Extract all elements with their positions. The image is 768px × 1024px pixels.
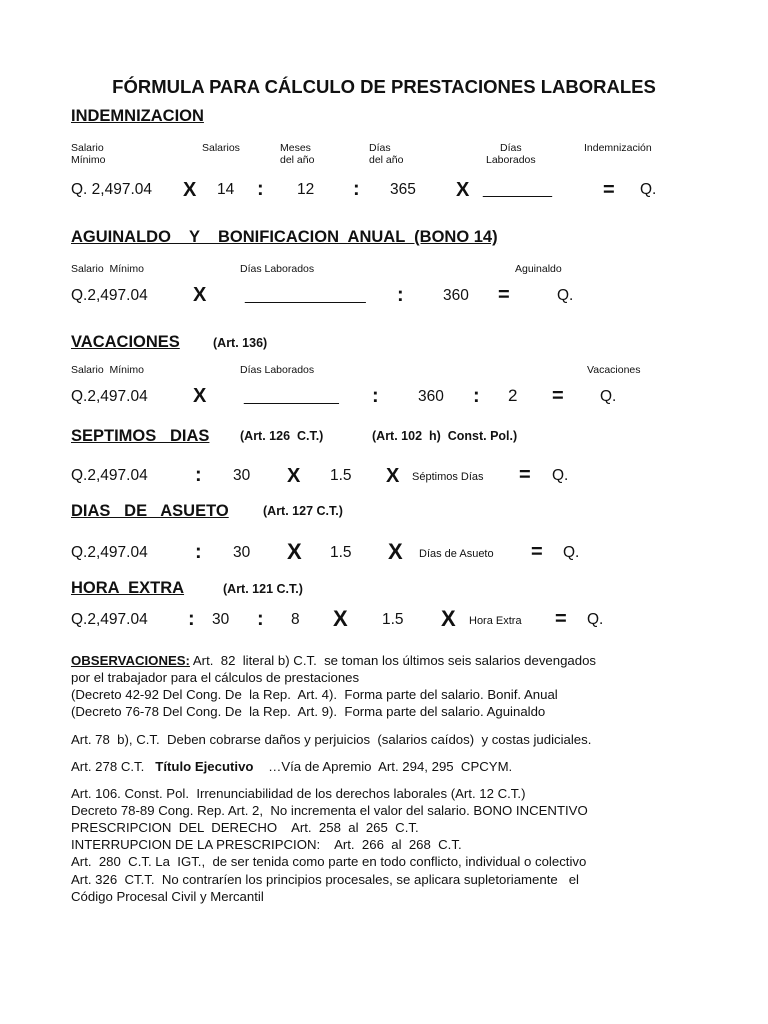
label-vacaciones: Vacaciones xyxy=(587,364,641,376)
formula-operator: : xyxy=(353,178,360,200)
formula-term: 365 xyxy=(390,181,416,198)
formula-term: Q.2,497.04 xyxy=(71,611,148,628)
formula-operator: : xyxy=(188,608,195,630)
label-dias-laborados: Días Laborados xyxy=(486,142,536,166)
formula-term: Q.2,497.04 xyxy=(71,544,148,561)
heading-hora-extra: HORA EXTRA xyxy=(71,579,185,597)
formula-term: 2 xyxy=(508,386,518,405)
formula-term: 12 xyxy=(297,181,315,198)
formula-term: 1.5 xyxy=(330,467,352,484)
observaciones-titulo-line xyxy=(71,760,512,773)
formula-operator: X xyxy=(287,539,302,564)
article-ref: (Art. 126 C.T.) xyxy=(240,429,324,443)
formula-operator: X xyxy=(441,606,456,631)
label-salario-minimo: Salario Mínimo xyxy=(71,263,144,275)
formula-term: 1.5 xyxy=(382,611,404,628)
heading-vacaciones: VACACIONES xyxy=(71,333,180,351)
label-dias-anio: Días del año xyxy=(369,142,404,166)
label-salario-minimo: Salario Mínimo xyxy=(71,364,144,376)
formula-term: Q.2,497.04 xyxy=(71,467,148,484)
article-ref: (Art. 121 C.T.) xyxy=(223,582,303,596)
formula-blank: ___________ xyxy=(244,388,339,405)
heading-septimos: SEPTIMOS DIAS xyxy=(71,427,210,445)
label-dias-laborados: Días Laborados xyxy=(240,263,315,275)
formula-operator: = xyxy=(603,179,615,201)
formula-operator: : xyxy=(372,385,379,407)
formula-term: Q. xyxy=(640,181,657,198)
formula-term: Q. xyxy=(587,611,604,628)
observaciones-line: Código Procesal Civil y Mercantil xyxy=(71,889,264,904)
titulo-ejecutivo: Título Ejecutivo xyxy=(155,759,254,774)
observaciones-line: por el trabajador para el cálculos de prestaciones xyxy=(71,670,360,685)
formula-operator: : xyxy=(473,385,480,407)
label-salarios: Salarios xyxy=(202,142,240,154)
heading-asueto: DIAS DE ASUETO xyxy=(71,502,229,520)
heading-indemnizacion: INDEMNIZACION xyxy=(71,107,204,125)
formula-operator: X xyxy=(333,606,348,631)
formula-operator: X xyxy=(193,385,207,407)
formula-operator: X xyxy=(456,179,470,201)
article-ref: (Art. 127 C.T.) xyxy=(263,504,343,518)
formula-term: 14 xyxy=(217,181,235,198)
formula-label: Días de Asueto xyxy=(419,548,494,560)
formula-operator: X xyxy=(193,284,207,306)
formula-term: Q. xyxy=(557,287,574,304)
page-title: FÓRMULA PARA CÁLCULO DE PRESTACIONES LABORALES xyxy=(112,76,656,97)
titulo-pre: Art. 278 C.T. xyxy=(71,759,156,774)
formula-operator: X xyxy=(287,465,301,487)
formula-operator: : xyxy=(397,284,404,306)
observaciones-label: OBSERVACIONES: xyxy=(71,653,190,668)
observaciones-line: Art. 106. Const. Pol. Irrenunciabilidad de los derechos laborales (Art. 12 C.T.) xyxy=(71,786,526,801)
formula-operator: : xyxy=(257,178,264,200)
titulo-post: …Vía de Apremio Art. 294, 295 CPCYM. xyxy=(253,759,513,774)
formula-term: Q. xyxy=(552,467,569,484)
observaciones-line: Art. 326 CT.T. No contraríen los principios procesales, se aplicara supletoriamente el xyxy=(71,872,579,887)
formula-term: Q.2,497.04 xyxy=(71,388,148,405)
formula-operator: = xyxy=(531,541,543,563)
observaciones-line: PRESCRIPCION DEL DERECHO Art. 258 al 265 C.T. xyxy=(71,820,419,835)
observaciones-line: (Decreto 76-78 Del Cong. De la Rep. Art. 9). Forma parte del salario. Aguinaldo xyxy=(71,704,546,719)
formula-operator: = xyxy=(552,385,564,407)
observaciones-line: (Decreto 42-92 Del Cong. De la Rep. Art. 4). Forma parte del salario. Bonif. Anual xyxy=(71,687,558,702)
observaciones-line: INTERRUPCION DE LA PRESCRIPCION: Art. 266 al 268 C.T. xyxy=(71,837,462,852)
formula-blank: ______________ xyxy=(245,287,366,304)
formula-operator: X xyxy=(388,539,403,564)
label-meses: Meses del año xyxy=(280,142,315,166)
formula-operator: : xyxy=(257,608,264,630)
formula-term: 30 xyxy=(233,467,251,484)
observaciones-line: Art. 280 C.T. La IGT., de ser tenida como parte en todo conflicto, individual o colectivo xyxy=(71,854,587,869)
formula-term: 30 xyxy=(233,544,251,561)
formula-operator: = xyxy=(519,464,531,486)
formula-term: 30 xyxy=(212,611,230,628)
article-ref: (Art. 102 h) Const. Pol.) xyxy=(372,429,518,443)
label-salario-minimo: Salario Mínimo xyxy=(71,142,106,166)
heading-aguinaldo: AGUINALDO Y BONIFICACION ANUAL (BONO 14) xyxy=(71,228,498,246)
formula-blank: ________ xyxy=(483,181,552,198)
article-ref: (Art. 136) xyxy=(213,336,268,350)
observaciones-first-line xyxy=(71,654,596,667)
formula-term: Q.2,497.04 xyxy=(71,287,148,304)
formula-operator: = xyxy=(555,608,567,630)
label-indemnizacion: Indemnización xyxy=(584,142,652,154)
label-aguinaldo: Aguinaldo xyxy=(515,263,562,275)
formula-operator: = xyxy=(498,284,510,306)
formula-term: Q. xyxy=(563,544,580,561)
formula-term: 1.5 xyxy=(330,544,352,561)
formula-operator: X xyxy=(386,465,400,487)
formula-term: Q. 2,497.04 xyxy=(71,181,153,198)
formula-term: 8 xyxy=(291,611,300,628)
formula-label: Séptimos Días xyxy=(412,471,484,483)
formula-term: 360 xyxy=(418,388,444,405)
formula-operator: X xyxy=(183,179,197,201)
formula-term: 360 xyxy=(443,287,469,304)
formula-term: Q. xyxy=(600,388,617,405)
formula-label: Hora Extra xyxy=(469,615,522,627)
formula-operator: : xyxy=(195,541,202,563)
observaciones-line: Decreto 78-89 Cong. Rep. Art. 2, No incrementa el valor del salario. BONO INCENTIVO xyxy=(71,803,588,818)
observaciones-text: Art. 82 literal b) C.T. se toman los últimos seis salarios devengados xyxy=(189,653,597,668)
formula-operator: : xyxy=(195,464,202,486)
label-dias-laborados: Días Laborados xyxy=(240,364,315,376)
observaciones-line: Art. 78 b), C.T. Deben cobrarse daños y perjuicios (salarios caídos) y costas judiciales. xyxy=(71,732,592,747)
